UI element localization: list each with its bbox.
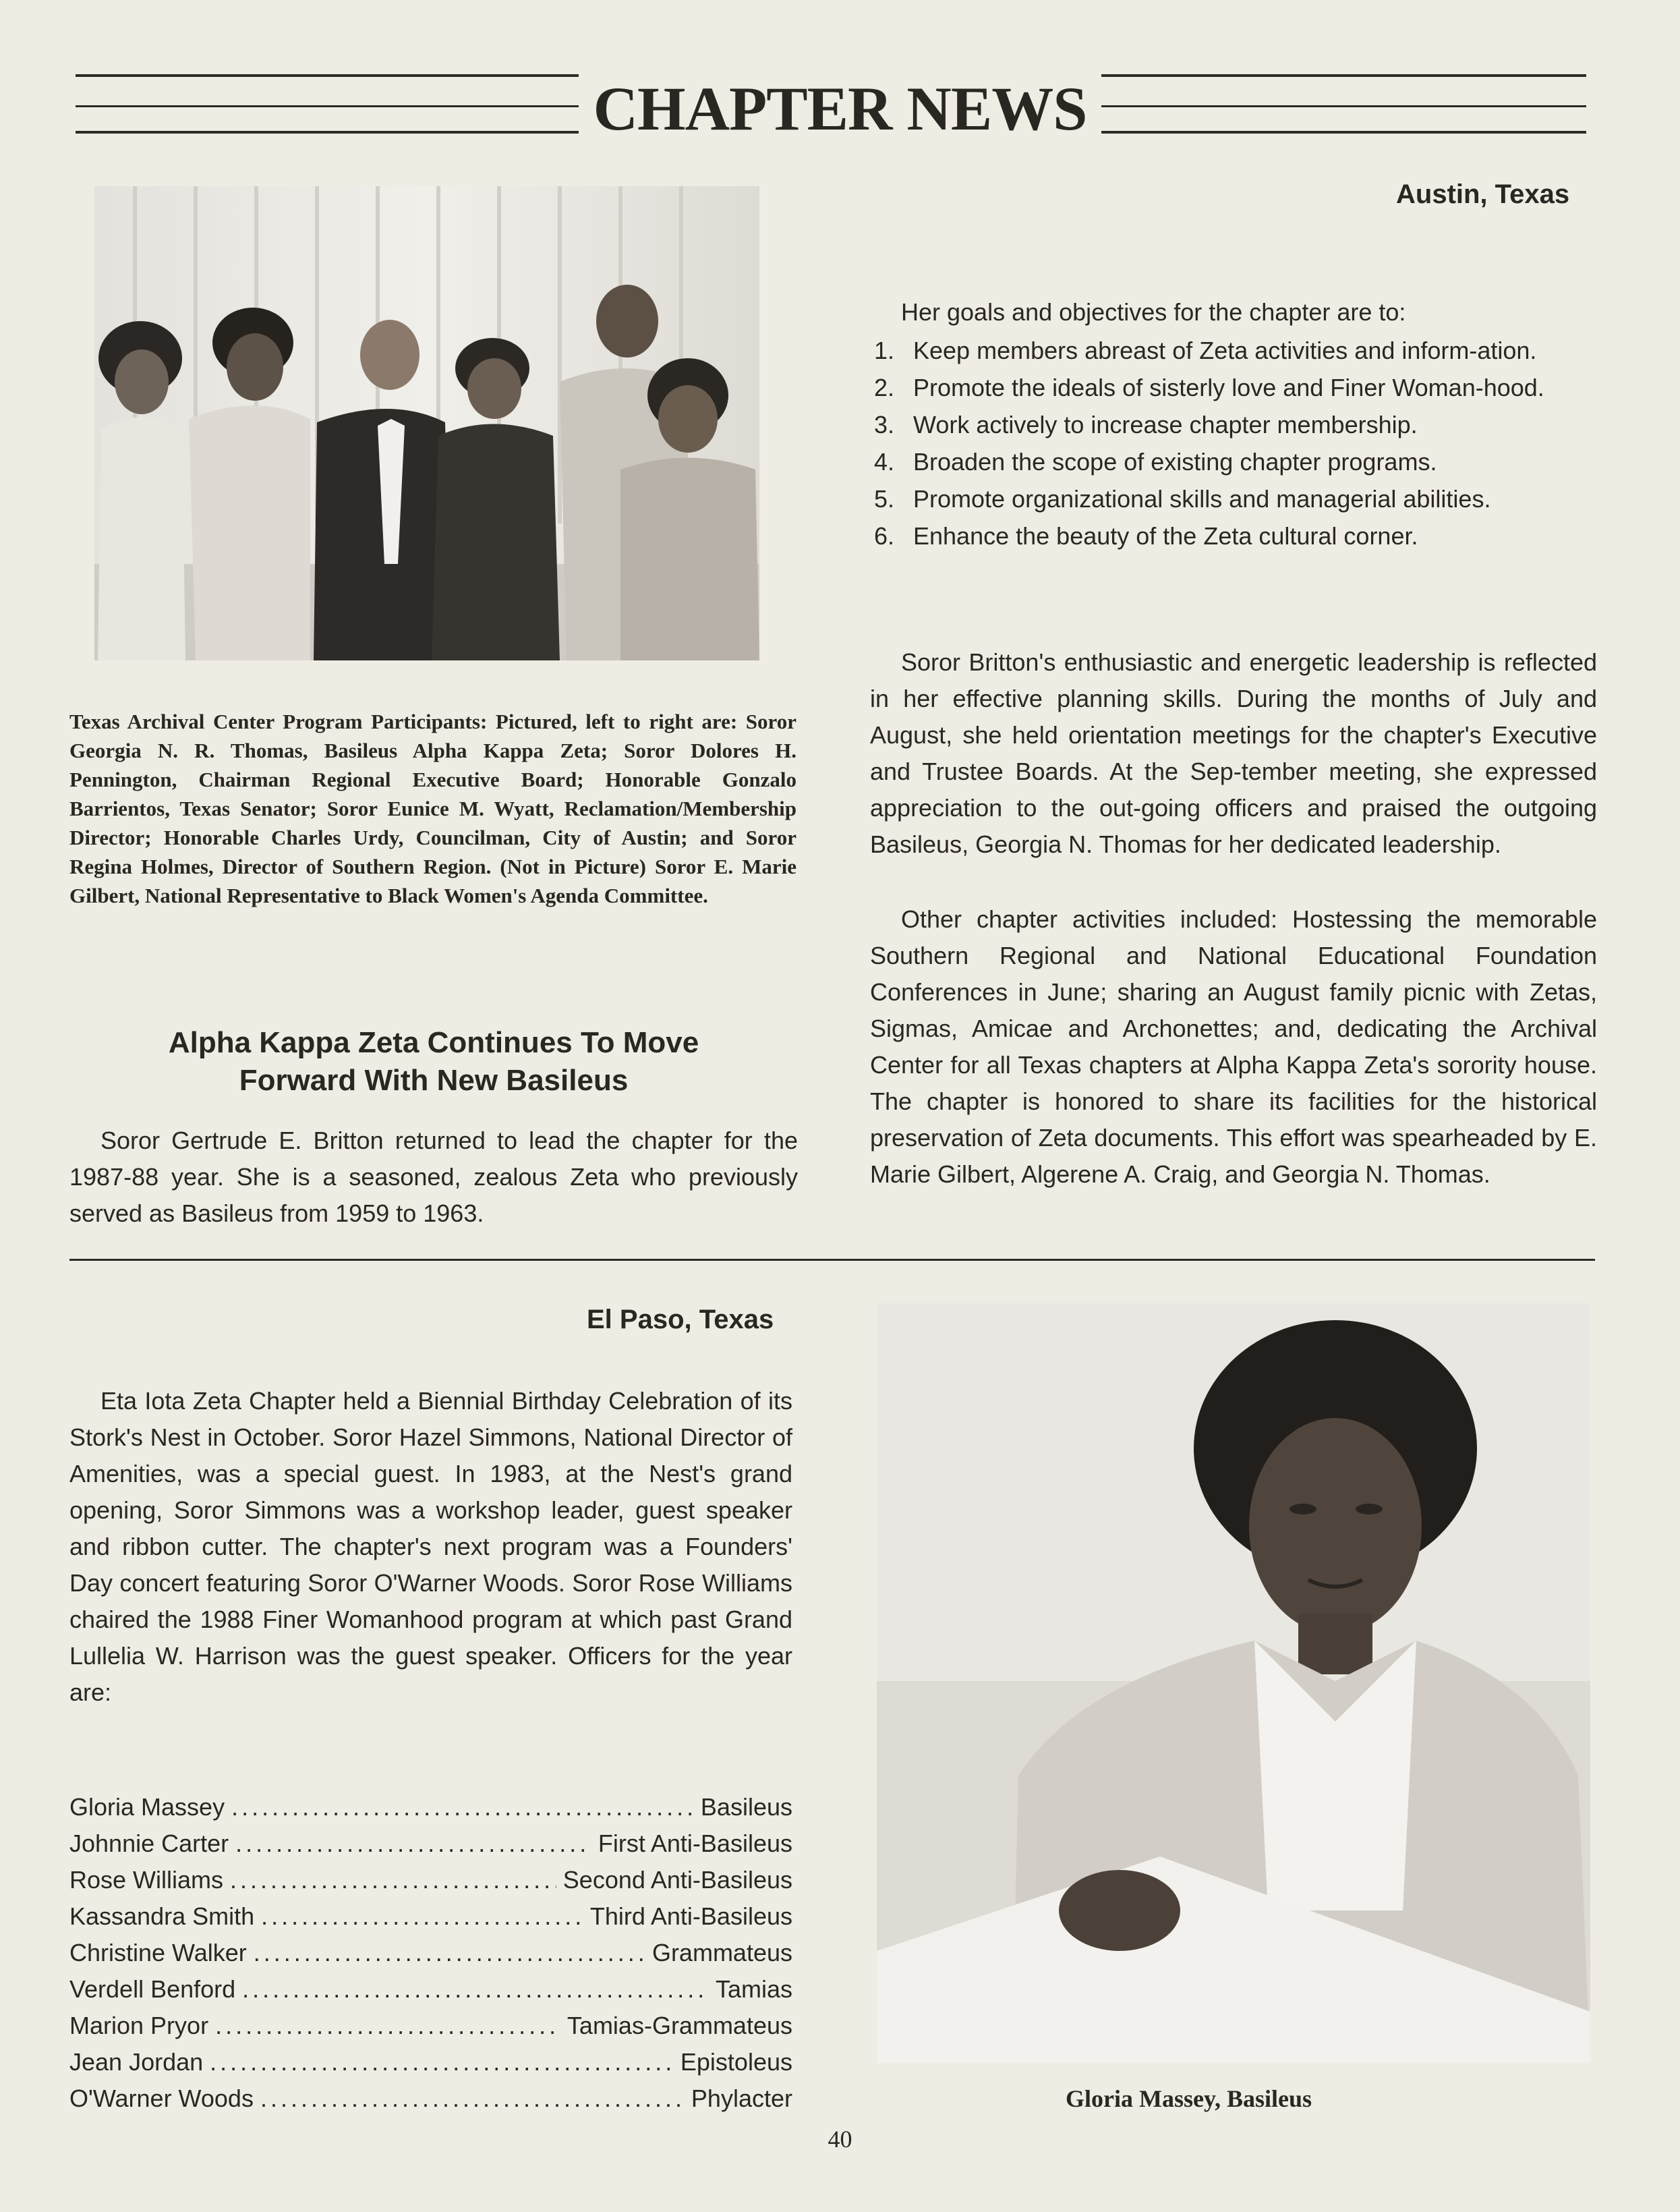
- goal-text: Promote organizational skills and managerial abilities.: [913, 485, 1491, 513]
- officer-title: Tamias: [715, 1975, 792, 2003]
- austin-intro-paragraph: [69, 1123, 798, 1232]
- goal-number: 5.: [874, 485, 895, 513]
- officer-row: [69, 2044, 792, 2080]
- elpaso-paragraph: [69, 1383, 792, 1711]
- masthead-title-text: CHAPTER NEWS: [579, 74, 1102, 143]
- officer-row: [69, 1789, 792, 1825]
- group-photo-caption: Texas Archival Center Program Participants: Pictured, left to right are: Soror Georgia N. R. Thomas, Basileus Alpha Kappa Zeta; Soror Dolores H. Pennington, Chairman Regional Executive Board; Honorable Gonzalo Barrientos, Texas Senator; Soror Eunice M. Wyatt, Reclamation/Membership Director; Honorable Charles Urdy, Councilman, City of Austin; and Soror Regina Holmes, Director of Southern Region. (Not in Picture) Soror E. Marie Gilbert, National Representative to Black Women's Agenda Committee.: [69, 710, 796, 908]
- goals-intro: [870, 294, 1592, 331]
- officers-list: [69, 1789, 792, 2117]
- officer-name: O'Warner Woods: [69, 2085, 254, 2112]
- portrait-photo: [877, 1303, 1590, 2063]
- goal-text: Broaden the scope of existing chapter programs.: [913, 448, 1437, 476]
- dot-leader: [242, 1971, 709, 2008]
- goal-text: Promote the ideals of sisterly love and Finer Woman-hood.: [913, 374, 1544, 401]
- goal-number: 1.: [874, 337, 895, 364]
- officer-row: [69, 2008, 792, 2044]
- officer-name: Marion Pryor: [69, 2012, 209, 2039]
- group-photo-image: [94, 186, 759, 660]
- page-number: 40: [828, 2126, 852, 2153]
- group-photo: [94, 186, 759, 660]
- officer-name: Gloria Massey: [69, 1793, 225, 1821]
- dot-leader: [231, 1789, 694, 1825]
- officer-title: Second Anti-Basileus: [562, 1866, 792, 1894]
- goal-item: [862, 332, 1593, 369]
- officer-row: [69, 1971, 792, 2008]
- goal-item: [862, 443, 1593, 480]
- officer-name: Verdell Benford: [69, 1975, 236, 2003]
- officer-name: Johnnie Carter: [69, 1830, 229, 1857]
- leadership-text: Soror Britton's enthusiastic and energetic leadership is reflected in her effective planning skills. During the months of July and August, she held orientation meetings for the chapter's Executive and Trustee Boards. At the Sep-tember meeting, she expressed appreciation to the out-going officers and praised the outgoing Basileus, Georgia N. Thomas for her dedicated leadership.: [870, 648, 1597, 858]
- goal-item: [862, 406, 1593, 443]
- portrait-caption: Gloria Massey, Basileus: [1066, 2085, 1312, 2112]
- officer-name: Kassandra Smith: [69, 1902, 255, 1930]
- officer-title: Grammateus: [651, 1939, 792, 1966]
- austin-activities-paragraph: [870, 901, 1597, 1193]
- dot-leader: [210, 2044, 674, 2080]
- goal-number: 3.: [874, 411, 895, 438]
- goal-text: Work actively to increase chapter membership.: [913, 411, 1418, 438]
- masthead-title: [0, 74, 1680, 143]
- officer-row: [69, 1898, 792, 1935]
- officer-row: [69, 2080, 792, 2117]
- austin-leadership-paragraph: [870, 644, 1597, 863]
- goal-number: 2.: [874, 374, 895, 401]
- officer-row: [69, 1935, 792, 1971]
- officer-row: [69, 1862, 792, 1898]
- elpaso-location: El Paso, Texas: [587, 1305, 774, 1334]
- goal-number: 6.: [874, 522, 895, 550]
- elpaso-text: Eta Iota Zeta Chapter held a Biennial Birthday Celebration of its Stork's Nest in October. Soror Hazel Simmons, National Director of Amenities, was a special guest. In 1983, at the Nest's grand opening, Soror Simmons was a workshop leader, guest speaker and ribbon cutter. The chapter's next program was a Founders' Day concert featuring Soror O'Warner Woods. Soror Rose Williams chaired the 1988 Finer Womanhood program at which past Grand Lullelia W. Harrison was the guest speaker. Officers for the year are:: [69, 1387, 792, 1706]
- dot-leader: [260, 2080, 685, 2117]
- officer-name: Christine Walker: [69, 1939, 247, 1966]
- article-headline-line-2: Forward With New Basileus: [239, 1063, 629, 1097]
- goal-item: [862, 517, 1593, 555]
- activities-text: Other chapter activities included: Hostessing the memorable Southern Regional and National Educational Foundation Conferences in June; sharing an August family picnic with Zetas, Sigmas, Amicae and Archonettes; and, dedicating the Archival Center for all Texas chapters at Alpha Kappa Zeta's sorority house. The chapter is honored to share its facilities for the historical preservation of Zeta documents. This effort was spearheaded by E. Marie Gilbert, Algerene A. Craig, and Georgia N. Thomas.: [870, 905, 1597, 1188]
- officer-name: Rose Williams: [69, 1866, 224, 1894]
- officer-row: [69, 1825, 792, 1862]
- dot-leader: [261, 1898, 583, 1935]
- officer-title: Phylacter: [691, 2085, 792, 2112]
- officer-title: Epistoleus: [680, 2048, 792, 2076]
- officer-title: First Anti-Basileus: [598, 1830, 792, 1857]
- officer-title: Third Anti-Basileus: [589, 1902, 792, 1930]
- austin-location: Austin, Texas: [1396, 179, 1570, 209]
- dot-leader: [235, 1825, 591, 1862]
- goal-item: [862, 480, 1593, 517]
- goal-text: Keep members abreast of Zeta activities and inform-ation.: [913, 337, 1537, 364]
- dot-leader: [254, 1935, 645, 1971]
- officer-title: Tamias-Grammateus: [567, 2012, 792, 2039]
- article-headline: [69, 1024, 798, 1100]
- portrait-photo-image: [877, 1303, 1590, 2063]
- austin-intro-text: Soror Gertrude E. Britton returned to lead the chapter for the 1987-88 year. She is a seasoned, zealous Zeta who previously served as Basileus from 1959 to 1963.: [69, 1127, 798, 1227]
- officer-title: Basileus: [700, 1793, 792, 1821]
- article-headline-line-1: Alpha Kappa Zeta Continues To Move: [168, 1026, 699, 1059]
- dot-leader: [215, 2008, 560, 2044]
- officer-name: Jean Jordan: [69, 2048, 204, 2076]
- section-divider: [69, 1259, 1595, 1261]
- dot-leader: [230, 1862, 556, 1898]
- goals-intro-text: Her goals and objectives for the chapter are to:: [901, 298, 1406, 326]
- goals-list: [862, 332, 1593, 555]
- goal-text: Enhance the beauty of the Zeta cultural corner.: [913, 522, 1418, 550]
- goal-item: [862, 369, 1593, 406]
- goal-number: 4.: [874, 448, 895, 476]
